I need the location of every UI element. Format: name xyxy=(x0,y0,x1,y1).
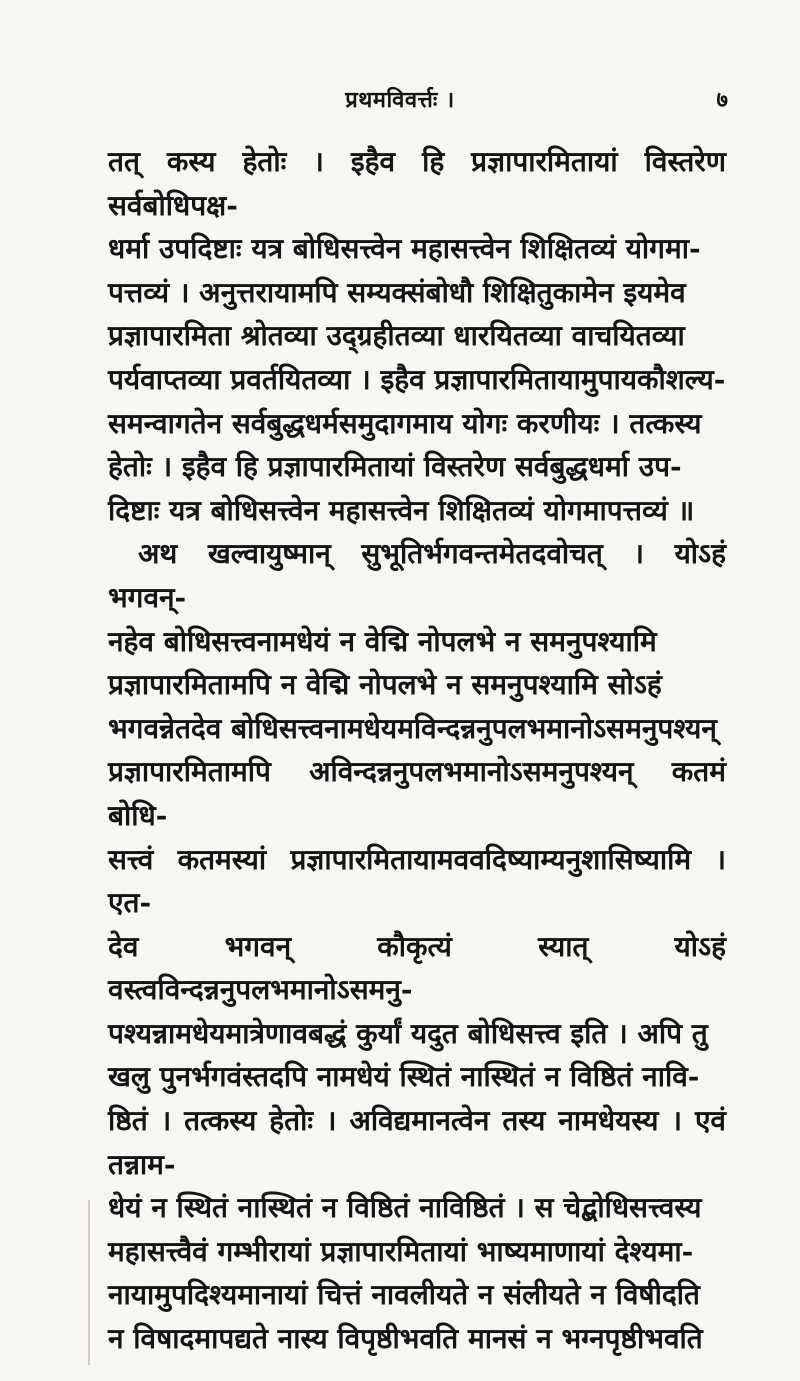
page-header xyxy=(0,84,800,124)
body-text xyxy=(108,140,726,1361)
page-number: ७ xyxy=(716,87,728,113)
paragraph-1: तत् कस्य हेतोः । इहैव हि प्रज्ञापारमितायां विस्तरेण सर्वबोधिपक्ष- धर्मा उपदिष्टाः यत्र बोधिसत्त्वेन महासत्त्वेन शिक्षितव्यं योगमा- पत्तव्यं । अनुत्तरायामपि सम्यक्संबोधौ शिक्षितुकामेन इयमेव प्रज्ञापारमिता श्रोतव्या उद्ग्रहीतव्या धारयितव्या वाचयितव्या पर्यवाप्तव्या प्रवर्तयितव्या । इहैव प्रज्ञापारमितायामुपायकौशल्य- समन्वागतेन सर्वबुद्धधर्मसमुदागमाय योगः करणीयः । तत्कस्य हेतोः । इहैव हि प्रज्ञापारमितायां विस्तरेण सर्वबुद्धधर्मा उप- दिष्टाः यत्र बोधिसत्त्वेन महासत्त्वेन शिक्षितव्यं योगमापत्तव्यं ॥ xyxy=(108,145,726,527)
paragraph-2: अथ खल्वायुष्मान् सुभूतिर्भगवन्तमेतदवोचत् । योऽहं भगवन्- नहेव बोधिसत्त्वनामधेयं न वेद्मि नोपलभे न समनुपश्यामि प्रज्ञापारमितामपि न वेद्मि नोपलभे न समनुपश्यामि सोऽहं भगवन्नेतदेव बोधिसत्त्वनामधेयमविन्दन्ननुपलभमानोऽसमनुपश्यन् प्रज्ञापारमितामपि अविन्दन्ननुपलभमानोऽसमनुपश्यन् कतमं बोधि- सत्त्वं कतमस्यां प्रज्ञापारमितायामववदिष्याम्यनुशासिष्यामि । एत- देव भगवन् कौकृत्यं स्यात् योऽहं वस्त्वविन्दन्ननुपलभमानोऽसमनु- पश्यन्नामधेयमात्रेणावबद्धं कुर्यां यदुत बोधिसत्त्व इति । अपि तु खलु पुनर्भगवंस्तदपि नामधेयं स्थितं नास्थितं न विष्ठितं नावि- ष्ठितं । तत्कस्य हेतोः । अविद्यमानत्वेन तस्य नामधेयस्य । एवं तन्नाम- धेयं न स्थितं नास्थितं न विष्ठितं नाविष्ठितं । स चेद्बोधिसत्त्वस्य महासत्त्वैवं गम्भीरायां प्रज्ञापारमितायां भाष्यमाणायां देश्यमा- नायामुपदिश्यमानायां चित्तं नावलीयते न संलीयते न विषीदति न विषादमापद्यते नास्य विपृष्ठीभवति मानसं न भग्नपृष्ठीभवति xyxy=(108,537,726,1356)
margin-rule xyxy=(88,1200,90,1365)
running-title: प्रथमविवर्त्तः । xyxy=(345,87,455,113)
